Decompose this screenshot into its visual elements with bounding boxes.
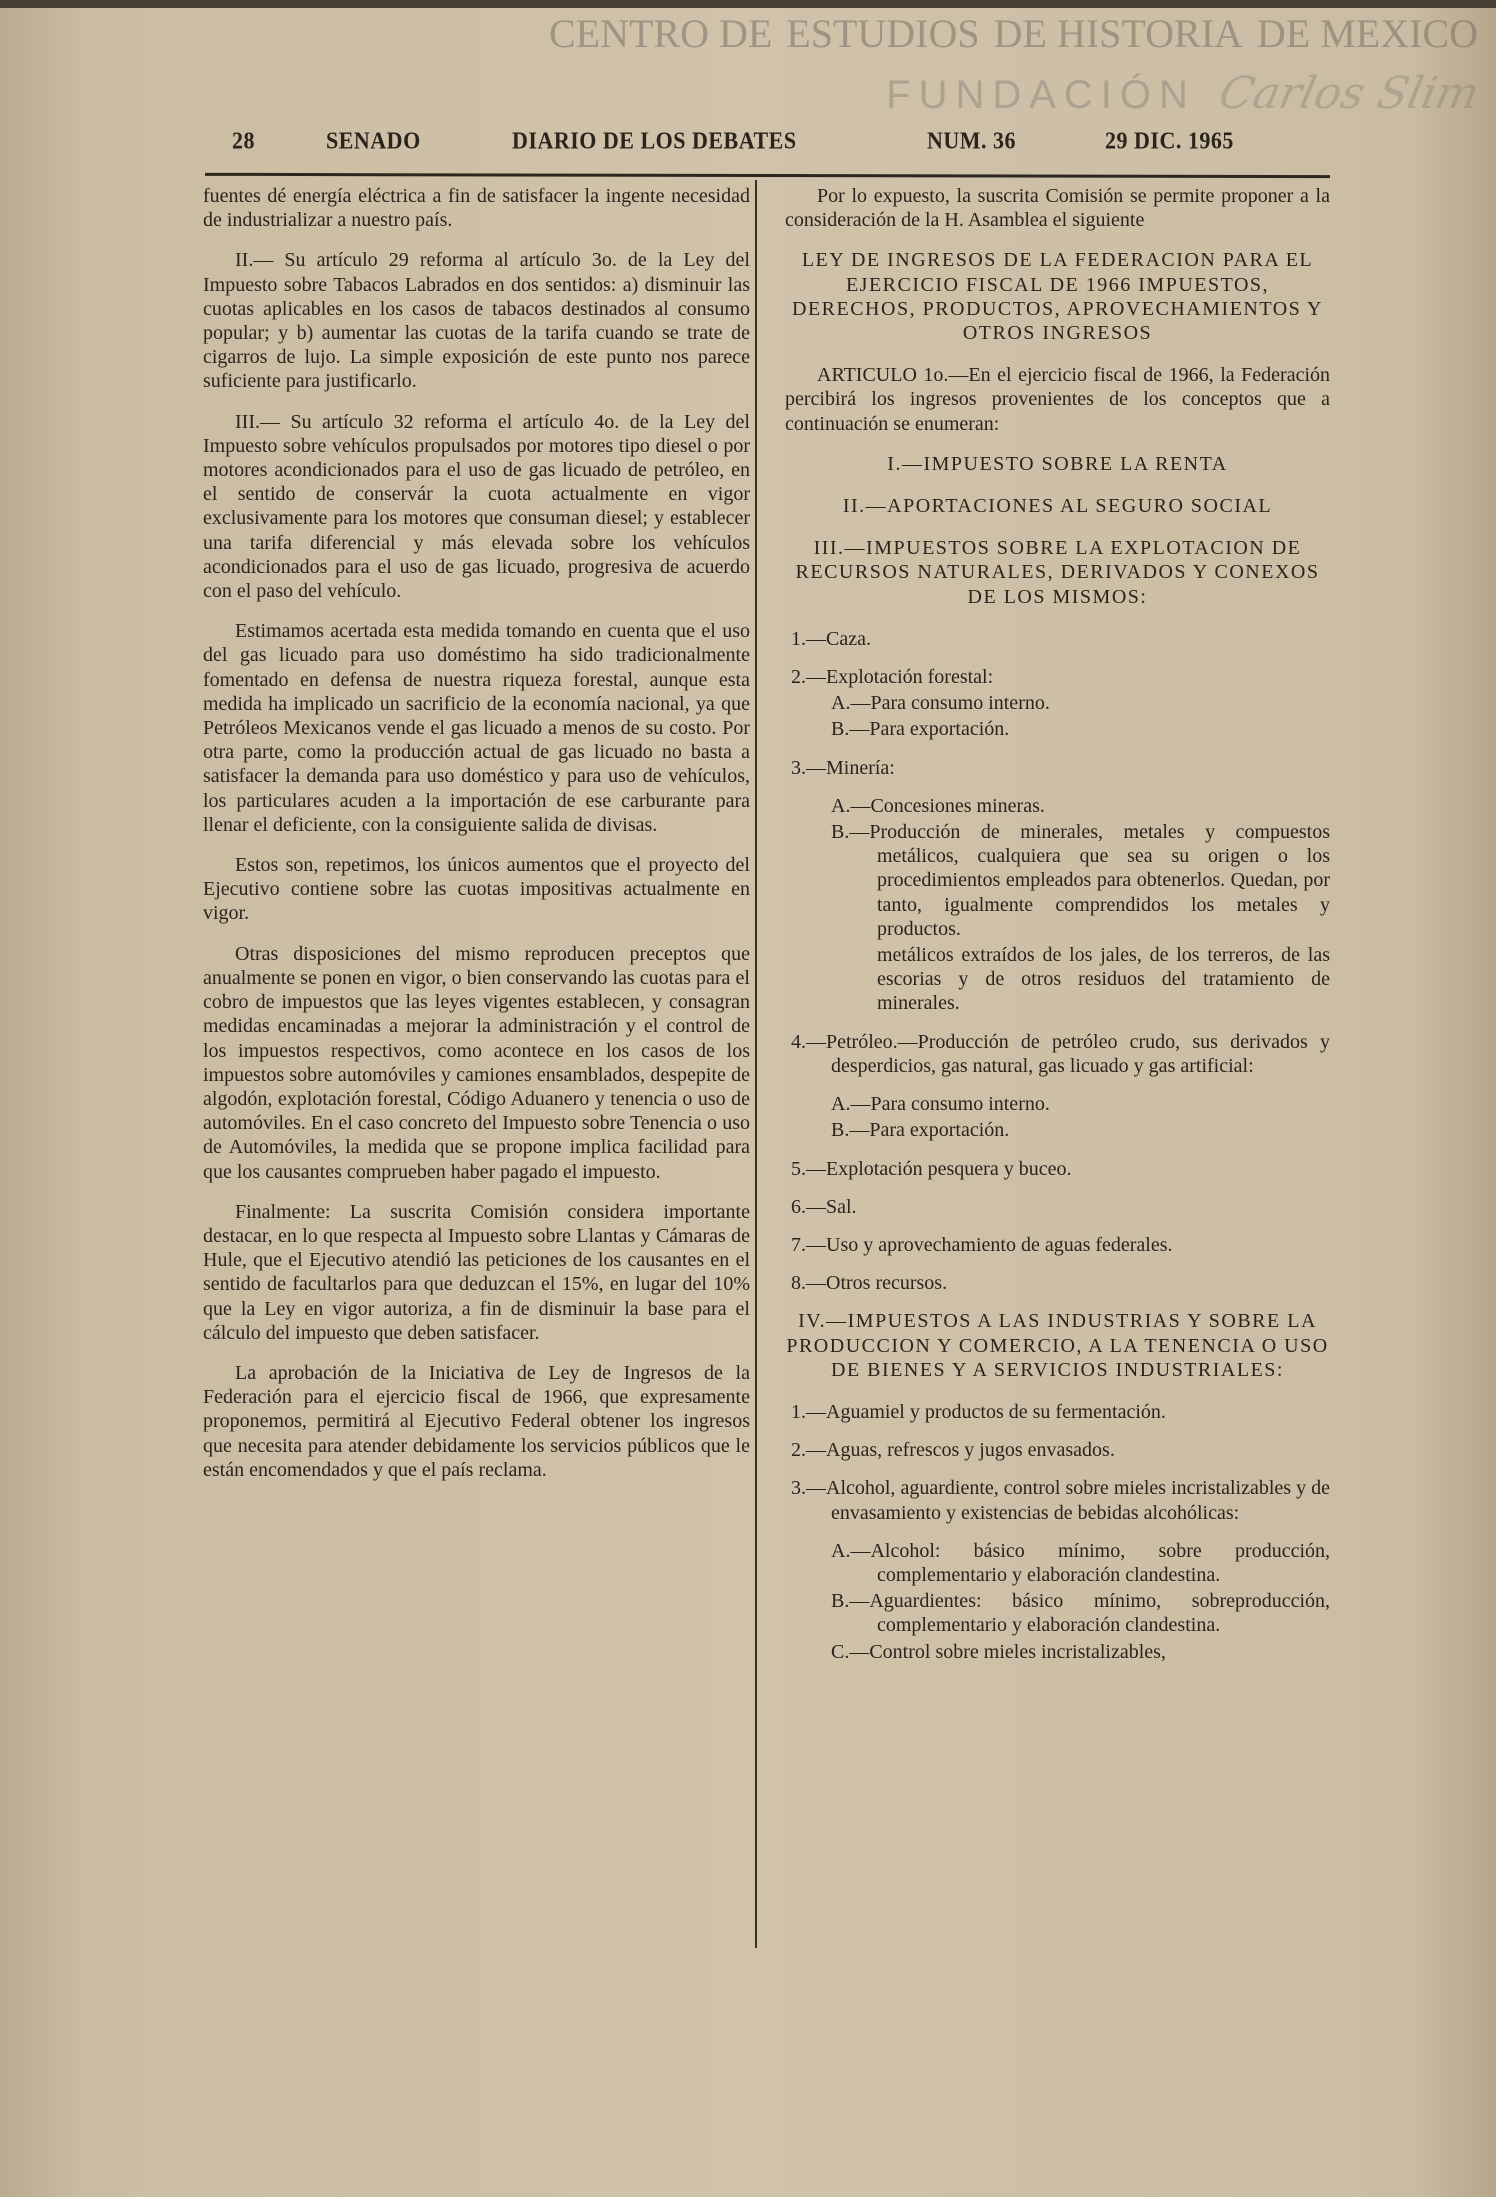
page-edge — [0, 0, 1496, 8]
list-item: 3.—Minería: — [791, 756, 895, 779]
list-item: 8.—Otros recursos. — [791, 1272, 948, 1295]
section-heading-3: III.—IMPUESTOS SOBRE LA EXPLOTACION DE RECURSOS NATURALES, DERIVADOS Y CONEXOS DE LOS MISMOS: — [795, 537, 1320, 608]
watermark-foundation-row — [886, 64, 1484, 120]
list-item: 5.—Explotación pesquera y buceo. — [791, 1157, 1072, 1180]
paragraph: Estimamos acertada esta medida tomando en cuenta que el uso del gas licuado para uso doméstimo ha sido tradicionalmente fomentado en defensa de nuestra riqueza forestal, aunque esta medida ha implicado un sacrificio de la economía nacional, ya que Petróleos Mexicanos vende el gas licuado a menos de su costo. Por otra parte, como la producción actual de gas licuado no basta a satisfacer la demanda para uso doméstico y para uso de vehículos, los particulares acuden a la importación de ese carburante para llenar el deficiente, con la consiguiente salida de divisas. — [203, 620, 750, 836]
paragraph: La aprobación de la Iniciativa de Ley de Ingresos de la Federación para el ejercicio fiscal de 1966, que expresamente proponemos, permitirá al Ejecutivo Federal obtener los ingresos que necesita para atender debidamente los servicios públicos que le están encomendados y que el país reclama. — [203, 1361, 750, 1481]
sub-item: A.—Alcohol: básico mínimo, sobre producción, complementario y elaboración clandestina. — [831, 1539, 1330, 1586]
paragraph: III.— Su artículo 32 reforma el artículo 4o. de la Ley del Impuesto sobre vehículos propulsados por motores tipo diesel o por motores acondicionados para el uso de gas licuado de petróleo, en el sentido de conservár la cuota actualmente en vigor exclusivamente para los motores que consuman diesel; y establecer una tarifa diferencial y más elevada sobre los vehículos acondicionados para el uso de gas licuado, progresiva de acuerdo con el paso del vehículo. — [203, 410, 750, 603]
sub-item: A.—Para consumo interno. — [831, 692, 1050, 715]
intro-paragraph: Por lo expuesto, la suscrita Comisión se permite proponer a la consideración de la H. Asamblea el siguiente — [785, 185, 1330, 232]
article-1: ARTICULO 1o.—En el ejercicio fiscal de 1966, la Federación percibirá los ingresos provenientes de los conceptos que a continuación se enumeran: — [785, 364, 1330, 435]
paragraph: fuentes dé energía eléctrica a fin de satisfacer la ingente necesidad de industrializar a nuestro país. — [203, 185, 750, 232]
list-item: 7.—Uso y aprovechamiento de aguas federales. — [791, 1233, 1173, 1256]
watermark-line: DE MEXICO — [1256, 11, 1478, 56]
list-item: 4.—Petróleo.—Producción de petróleo crudo, sus derivados y desperdicios, gas natural, gas licuado y gas artificial: — [791, 1030, 1330, 1077]
section-heading-1: I.—IMPUESTO SOBRE LA RENTA — [887, 452, 1228, 475]
header-rule — [205, 173, 1330, 178]
column-divider — [755, 180, 757, 1948]
issue-date: 29 DIC. 1965 — [1105, 126, 1234, 155]
list-item: 6.—Sal. — [791, 1195, 857, 1218]
right-column — [785, 184, 1330, 1666]
list-item: 3.—Alcohol, aguardiente, control sobre mieles incristalizables y de envasamiento y existencias de bebidas alcohólicas: — [791, 1477, 1330, 1524]
list-item: 1.—Caza. — [791, 627, 871, 650]
sub-item: A.—Concesiones mineras. — [831, 794, 1045, 817]
paragraph: Estos son, repetimos, los únicos aumentos que el proyecto del Ejecutivo contiene sobre las cuotas impositivas actualmente en vigor. — [203, 854, 750, 925]
sub-item: B.—Para exportación. — [831, 718, 1010, 741]
left-column — [203, 184, 750, 1498]
watermark-archive — [535, 10, 1478, 60]
publication-title: DIARIO DE LOS DEBATES — [512, 126, 797, 155]
sub-item: B.—Para exportación. — [831, 1119, 1010, 1142]
watermark-line: CENTRO DE — [548, 11, 773, 56]
paragraph: II.— Su artículo 29 reforma al artículo 3o. de la Ley del Impuesto sobre Tabacos Labrados en dos sentidos: a) disminuir las cuotas aplicables en los casos de tabacos destinados al consumo popular; y b) aumentar las cuotas de la tarifa cuando se trate de cigarros de lujo. La simple exposición de este punto nos parece suficiente para justificarlo. — [203, 249, 750, 393]
issue-number: NUM. 36 — [927, 126, 1017, 155]
section-heading-2: II.—APORTACIONES AL SEGURO SOCIAL — [842, 495, 1273, 518]
running-header — [232, 128, 1332, 162]
list-item: 1.—Aguamiel y productos de su fermentación. — [791, 1400, 1166, 1423]
chamber-name: SENADO — [326, 126, 421, 155]
list-item: 2.—Aguas, refrescos y jugos envasados. — [791, 1439, 1115, 1462]
page-number: 28 — [232, 126, 255, 155]
paragraph: Otras disposiciones del mismo reproducen preceptos que anualmente se ponen en vigor, o bien conservando las cuotas para el cobro de impuestos que las leyes vigentes establecen, y consagran medidas encaminadas a mejorar la administración y el control de los impuestos respectivos, como acontece en los casos de los impuestos sobre automóviles y camiones ensamblados, despepite de algodón, explotación forestal, Código Aduanero y tenencia o uso de automóviles. En el caso concreto del Impuesto sobre Tenencia o uso de Automóviles, la medida que se propone implica facilidad para que los causantes comprueben haber pagado el impuesto. — [203, 942, 750, 1183]
section-heading-4: IV.—IMPUESTOS A LAS INDUSTRIAS Y SOBRE LA PRODUCCION Y COMERCIO, A LA TENENCIA O USO DE BIENES Y A SERVICIOS INDUSTRIALES: — [786, 1310, 1329, 1381]
law-title: LEY DE INGRESOS DE LA FEDERACION PARA EL EJERCICIO FISCAL DE 1966 IMPUESTOS, DERECHOS, PRODUCTOS, APROVECHAMIENTOS Y OTROS INGRESOS — [792, 249, 1323, 345]
sub-item: B.—Producción de minerales, metales y compuestos metálicos, cualquiera que sea su origen o los procedimientos empleados para obtenerlos. Quedan, por tanto, igualmente comprendidos los metales y productos. — [831, 821, 1330, 940]
sub-item-continued: metálicos extraídos de los jales, de los terreros, de las escorias y de otros residuos del tratamiento de minerales. — [877, 944, 1330, 1015]
sub-item: C.—Control sobre mieles incristalizables, — [831, 1640, 1166, 1663]
sub-item: B.—Aguardientes: básico mínimo, sobreproducción, complementario y elaboración clandestina. — [831, 1590, 1330, 1637]
list-item: 2.—Explotación forestal: — [791, 666, 994, 689]
sub-item: A.—Para consumo interno. — [831, 1093, 1050, 1116]
paragraph: Finalmente: La suscrita Comisión considera importante destacar, en lo que respecta al Impuesto sobre Llantas y Cámaras de Hule, que el Ejecutivo atendió las peticiones de los causantes en el sentido de facultarlos para que deduzcan el 15%, en lugar del 10% que la Ley en vigor autoriza, a fin de disminuir la base para el cálculo del impuesto que deben satisfacer. — [203, 1200, 750, 1344]
watermark-line: DE HISTORIA — [993, 11, 1243, 56]
watermark-line: ESTUDIOS — [786, 11, 980, 56]
watermark-foundation: FUNDACIÓN — [886, 73, 1196, 117]
watermark-signature: Carlos Slim — [1214, 68, 1484, 119]
